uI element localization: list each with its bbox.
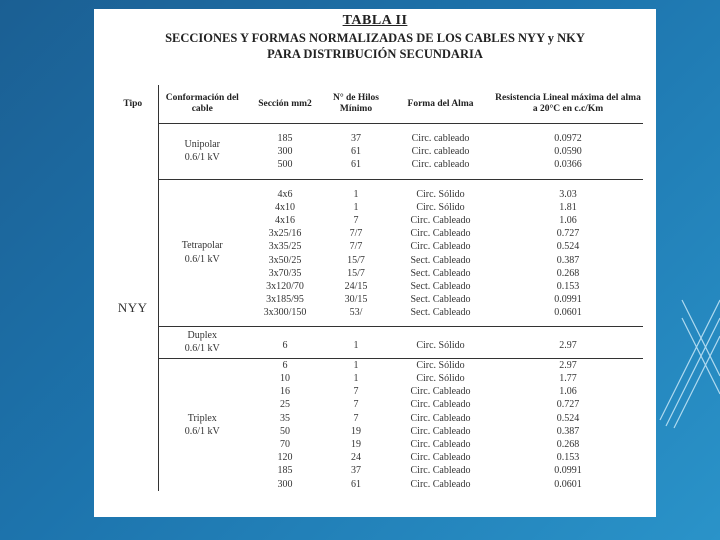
forma-value: Circ. Sólido <box>416 373 465 385</box>
hilos-value: 19 <box>351 425 361 437</box>
resistencia-value: 0.727 <box>556 399 580 411</box>
forma-value: Circ. Cableado <box>410 386 471 398</box>
resistencia-value: 1.06 <box>559 215 577 227</box>
resistencia-value: 0.0991 <box>554 294 582 306</box>
conformacion-cell <box>158 124 246 180</box>
resistencia-value: 0.727 <box>556 228 580 240</box>
seccion-value: 3x120/70 <box>266 281 304 293</box>
hilos-value: 61 <box>351 146 361 158</box>
hilos-value: 61 <box>351 478 361 490</box>
seccion-cell <box>246 124 324 180</box>
forma-cell <box>388 179 493 326</box>
table-subtitle-2: PARA DISTRIBUCIÓN SECUNDARIA <box>267 47 483 61</box>
forma-value: Circ. cableado <box>411 133 470 144</box>
resistencia-cell <box>493 326 643 358</box>
table-body <box>108 124 643 491</box>
hilos-value: 15/7 <box>347 267 365 279</box>
hilos-value: 24 <box>351 452 361 464</box>
resistencia-value: 0.0601 <box>554 307 582 319</box>
forma-value: Circ. Cableado <box>410 439 471 451</box>
header-seccion: Sección mm2 <box>246 85 324 124</box>
header-tipo: Tipo <box>123 98 143 109</box>
seccion-value: 185 <box>277 465 293 477</box>
conformacion-line: 0.6/1 kV <box>184 343 220 355</box>
forma-value: Circ. Cableado <box>410 452 471 464</box>
hilos-value: 1 <box>353 188 359 200</box>
forma-value: Sect. Cableado <box>410 281 471 293</box>
table-group-row <box>108 326 643 358</box>
resistencia-value: 0.0991 <box>554 465 582 477</box>
seccion-value: 3x25/16 <box>268 228 302 240</box>
seccion-cell <box>246 179 324 326</box>
forma-value: Circ. Cableado <box>410 465 471 477</box>
table-group-row <box>108 358 643 491</box>
resistencia-value: 0.0590 <box>554 146 582 158</box>
resistencia-value: 0.153 <box>556 452 580 464</box>
header-forma: Forma del Alma <box>388 85 493 124</box>
conformacion-cell <box>158 358 246 491</box>
conformacion-line: 0.6/1 kV <box>184 425 220 437</box>
forma-value: Circ. Cableado <box>410 241 471 253</box>
hilos-value: 19 <box>351 439 361 451</box>
table-title: TABLA II <box>342 13 408 28</box>
forma-value: Circ. Sólido <box>416 201 465 213</box>
seccion-value: 3x185/95 <box>266 294 304 306</box>
forma-value: Circ. Cableado <box>410 412 471 424</box>
forma-value: Circ. Cableado <box>410 228 471 240</box>
forma-value: Sect. Cableado <box>410 267 471 279</box>
seccion-value: 3x35/25 <box>268 241 302 253</box>
resistencia-value: 1.81 <box>559 201 577 213</box>
forma-value: Circ. Cableado <box>410 425 471 437</box>
resistencia-cell <box>493 124 643 180</box>
seccion-value: 6 <box>282 339 288 351</box>
seccion-value: 16 <box>280 386 290 398</box>
seccion-value: 10 <box>280 373 290 385</box>
hilos-value: 7/7 <box>349 241 363 253</box>
seccion-value: 500 <box>277 159 293 171</box>
seccion-value: 4x10 <box>275 201 295 213</box>
forma-cell <box>388 358 493 491</box>
hilos-cell <box>324 358 388 491</box>
conformacion-line: Triplex <box>187 412 217 424</box>
resistencia-value: 0.387 <box>556 254 580 266</box>
hilos-value: 7 <box>353 412 359 424</box>
forma-value: Sect. Cableado <box>410 294 471 306</box>
forma-value: Circ. Sólido <box>416 359 465 371</box>
hilos-value: 7/7 <box>349 228 363 240</box>
resistencia-value: 0.0972 <box>554 133 582 144</box>
resistencia-value: 0.153 <box>556 281 580 293</box>
forma-value: Sect. Cableado <box>410 254 471 266</box>
hilos-value: 24/15 <box>344 281 368 293</box>
table-group-row <box>108 124 643 180</box>
hilos-value: 7 <box>353 215 359 227</box>
seccion-value: 70 <box>280 439 290 451</box>
tipo-cell: NYY <box>117 299 148 315</box>
conformacion-line: Unipolar <box>184 139 221 151</box>
conformacion-line: 0.6/1 kV <box>184 253 220 265</box>
seccion-value: 4x16 <box>275 215 295 227</box>
hilos-value: 15/7 <box>347 254 365 266</box>
hilos-value: 1 <box>353 373 359 385</box>
forma-value: Circ. Cableado <box>410 399 471 411</box>
resistencia-value: 2.97 <box>559 339 577 351</box>
resistencia-value: 3.03 <box>559 188 577 200</box>
header-hilos: N° de Hilos Mínimo <box>324 85 388 124</box>
forma-value: Sect. Cableado <box>410 307 471 319</box>
conformacion-line: Tetrapolar <box>181 240 223 252</box>
resistencia-value: 1.77 <box>559 373 577 385</box>
forma-value: Circ. cableado <box>411 146 470 158</box>
forma-value: Circ. Cableado <box>410 478 471 490</box>
seccion-value: 6 <box>282 359 288 371</box>
header-conformacion: Conformación del cable <box>158 85 246 124</box>
table-sheet <box>94 9 656 517</box>
resistencia-value: 0.268 <box>556 439 580 451</box>
resistencia-value: 0.387 <box>556 425 580 437</box>
seccion-value: 120 <box>277 452 293 464</box>
seccion-value: 35 <box>280 412 290 424</box>
resistencia-value: 0.524 <box>556 241 580 253</box>
resistencia-cell <box>493 358 643 491</box>
hilos-cell <box>324 124 388 180</box>
resistencia-value: 0.524 <box>556 412 580 424</box>
seccion-value: 300 <box>277 146 293 158</box>
hilos-value: 61 <box>351 159 361 171</box>
conformacion-cell <box>158 179 246 326</box>
header-row <box>108 85 643 124</box>
forma-value: Circ. Sólido <box>416 188 465 200</box>
seccion-cell <box>246 326 324 358</box>
resistencia-value: 0.0366 <box>554 159 582 171</box>
forma-cell <box>388 124 493 180</box>
hilos-value: 37 <box>351 465 361 477</box>
seccion-value: 185 <box>277 133 293 144</box>
resistencia-cell <box>493 179 643 326</box>
seccion-value: 300 <box>277 478 293 490</box>
resistencia-value: 0.268 <box>556 267 580 279</box>
hilos-cell <box>324 179 388 326</box>
hilos-value: 7 <box>353 399 359 411</box>
table-subtitle-1: SECCIONES Y FORMAS NORMALIZADAS DE LOS CABLES NYY y NKY <box>165 31 585 45</box>
seccion-value: 3x70/35 <box>268 267 302 279</box>
seccion-value: 50 <box>280 425 290 437</box>
cable-table <box>108 85 643 491</box>
header-resistencia: Resistencia Lineal máxima del alma a 20°C en c.c/Km <box>493 85 643 124</box>
conformacion-cell <box>158 326 246 358</box>
forma-value: Circ. Sólido <box>416 339 465 351</box>
hilos-value: 7 <box>353 386 359 398</box>
resistencia-value: 2.97 <box>559 359 577 371</box>
forma-cell <box>388 326 493 358</box>
hilos-value: 1 <box>353 201 359 213</box>
forma-value: Circ. Cableado <box>410 215 471 227</box>
hilos-value: 30/15 <box>344 294 368 306</box>
seccion-value: 25 <box>280 399 290 411</box>
hilos-value: 37 <box>351 133 361 144</box>
hilos-value: 53/ <box>349 307 363 319</box>
seccion-cell <box>246 358 324 491</box>
forma-value: Circ. cableado <box>411 159 470 171</box>
hilos-value: 1 <box>353 359 359 371</box>
table-group-row <box>108 179 643 326</box>
conformacion-line: 0.6/1 kV <box>184 152 220 164</box>
resistencia-value: 1.06 <box>559 386 577 398</box>
seccion-value: 4x6 <box>277 188 293 200</box>
hilos-value: 1 <box>353 339 359 351</box>
seccion-value: 3x300/150 <box>263 307 307 319</box>
conformacion-line: Duplex <box>187 330 217 342</box>
resistencia-value: 0.0601 <box>554 478 582 490</box>
hilos-cell <box>324 326 388 358</box>
seccion-value: 3x50/25 <box>268 254 302 266</box>
